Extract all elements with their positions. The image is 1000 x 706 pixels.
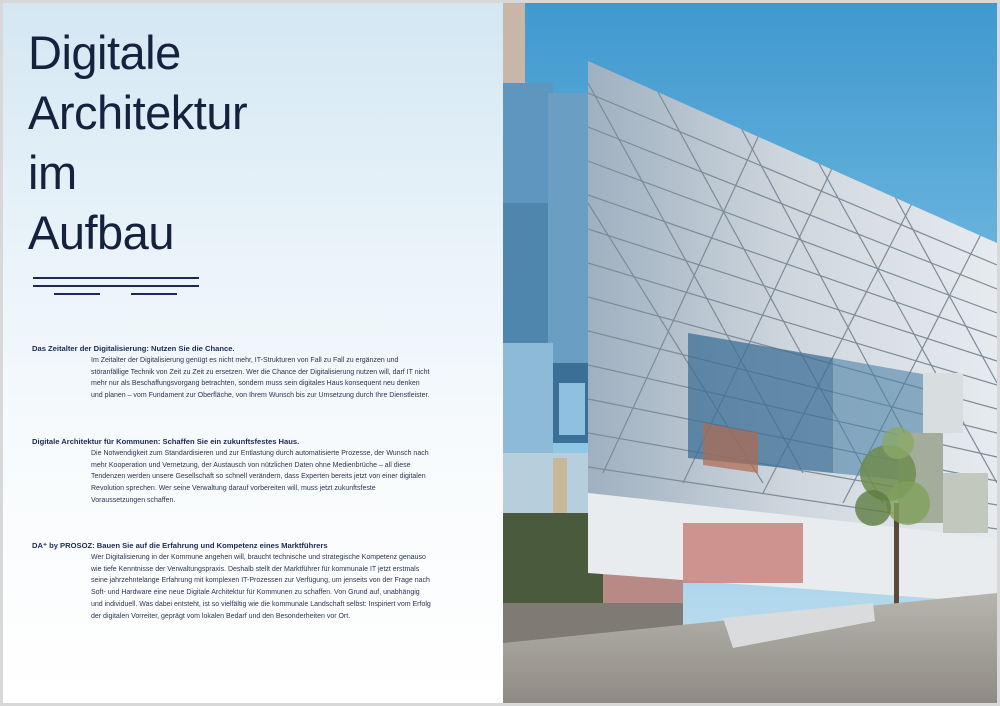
entrance-area [683, 523, 803, 583]
section-body: Die Notwendigkeit zum Standardisieren und zur Entlastung durch automatisierte Prozesse, der Wunsch nach mehr Kooperation und Vernetzung, der Austausch von nützlichen Daten ohne Medienbrüche – all diese Tendenzen werden unsere Gesellschaft so schnell verändern, dass Experten bereits jetzt von einer digitalen Revolution sprechen. Wer seine Verwaltung darauf vorbereiten will, muss jetzt zukunftsfeste Voraussetzungen schaffen. [91, 450, 429, 504]
page-headline [28, 23, 488, 263]
section-heading: Digitale Architektur für Kommunen: Schaffen Sie ein zukunftsfestes Haus. [32, 437, 300, 446]
left-page [3, 3, 503, 703]
section-heading: Das Zeitalter der Digitalisierung: Nutzen Sie die Chance. [32, 344, 235, 353]
brochure-spread [3, 3, 997, 703]
section-body: Wer Digitalisierung in der Kommune angehen will, braucht technische und strategische Kompetenz genauso wie tiefe Kenntnisse der Verwaltungspraxis. Deshalb stellt der Marktführer für kommunale IT jetzt erstmals seine jahrzehntelange Erfahrung mit komplexen IT-Prozessen zur Verfügung, um jenseits von der Frage nach Soft- und Hardware eine neue Digitale Architektur für Kommunen zu schaffen. Von Grund auf, unabhängig und individuell. Was dabei entsteht, ist so vielfältig wie die kommunale Landschaft selbst: Inspiriert vom Erfolg der digitalen Vorreiter, geprägt vom lokalen Bedarf und den Besonderheiten vor Ort. [91, 554, 431, 620]
headline-line: Digitale [28, 26, 181, 79]
building-illustration [503, 3, 997, 703]
headline-rule-top [33, 277, 199, 279]
headline-rule-middle [33, 285, 199, 287]
section-heading: DA⁺ by PROSOZ: Bauen Sie auf die Erfahrung und Kompetenz eines Marktführers [32, 541, 328, 550]
headline-line: im [28, 146, 77, 199]
headline-line: Architektur [28, 86, 248, 139]
section-body: Im Zeitalter der Digitalisierung genügt es nicht mehr, IT-Strukturen von Fall zu Fall zu ergänzen und störanfällige Technik von Zeit zu Zeit zu ersetzen. Wer die Chance der Digitalisierung nutzen will, darf IT nicht mehr nur als Beschaffungsvorgang betrachten, sondern muss sein digitales Haus konsequent neu denken und planen – vom Fundament zur Oberfläche, von Ihrem Wunsch bis zur Umsetzung durch Ihre Dienstleister. [91, 357, 430, 400]
headline-rule-short-2 [131, 293, 177, 295]
headline-rule-short-1 [54, 293, 100, 295]
architecture-photo [503, 3, 997, 703]
headline-line: Aufbau [28, 206, 174, 259]
